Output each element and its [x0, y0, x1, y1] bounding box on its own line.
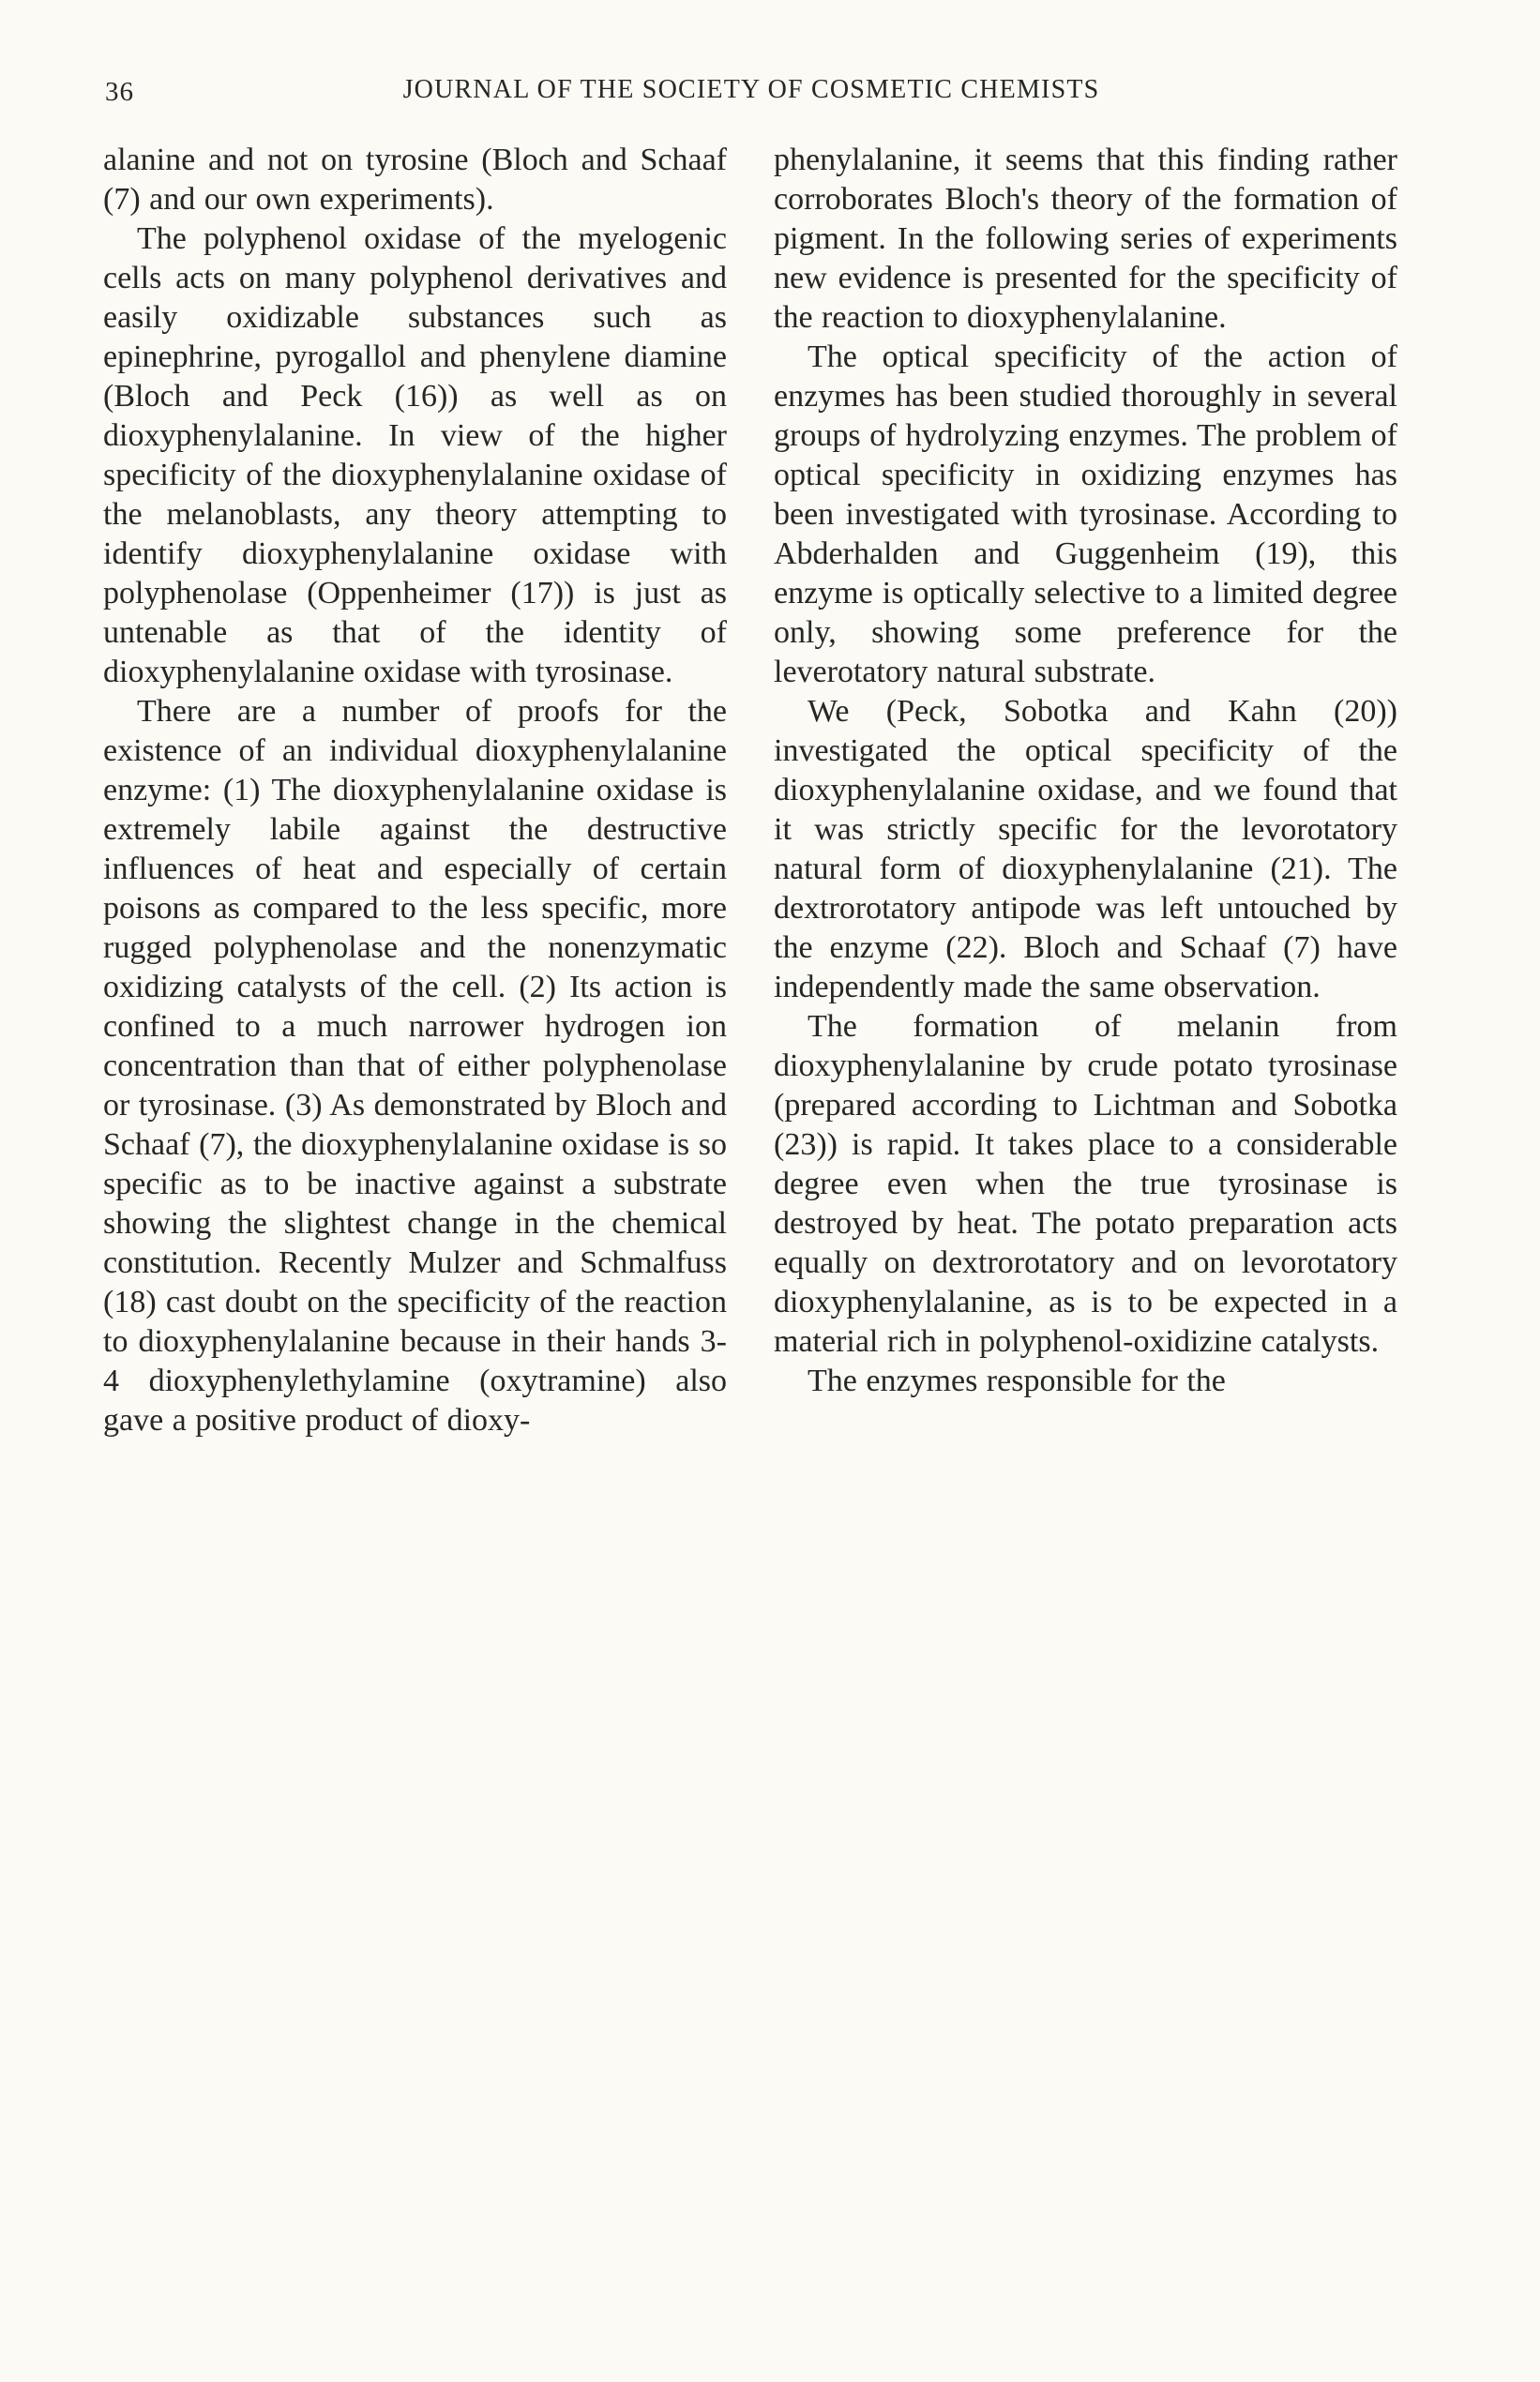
paragraph: The polyphenol oxidase of the myelogenic cells acts on many polyphenol derivatives and easily oxidizable substances such as epinephrine, pyrogallol and phenylene diamine (Bloch and Peck (16)) as well as on dioxyphenylalanine. In view of the higher specificity of the dioxyphenylalanine oxidase of the melanoblasts, any theory attempting to identify dioxyphenylalanine oxidase with polyphenolase (Oppenheimer (17)) is just as untenable as that of the identity of dioxyphenylalanine oxidase with tyrosinase.	[103, 221, 727, 689]
page-number: 36	[105, 77, 134, 107]
running-title: JOURNAL OF THE SOCIETY OF COSMETIC CHEMISTS	[402, 75, 1100, 104]
paragraph: The enzymes responsible for the	[808, 1364, 1226, 1398]
paragraph: phenylalanine, it seems that this finding rather corroborates Bloch's theory of the formation of pigment. In the following series of experiments new evidence is presented for the specificity of the reaction to dioxyphenylalanine.	[774, 143, 1397, 335]
paragraph: The optical specificity of the action of enzymes has been studied thoroughly in several groups of hydrolyzing enzymes. The problem of optical specificity in oxidizing enzymes has been investigated with tyrosinase. According to Abderhalden and Guggenheim (19), this enzyme is optically selective to a limited degree only, showing some preference for the leverotatory natural substrate.	[774, 339, 1397, 689]
paragraph: There are a number of proofs for the existence of an individual dioxyphenylalanine enzyme: (1) The dioxyphenylalanine oxidase is extremely labile against the destructive influences of heat and especially of certain poisons as compared to the less specific, more rugged polyphenolase and the nonenzymatic oxidizing catalysts of the cell. (2) Its action is confined to a much narrower hydrogen ion concentration than that of either polyphenolase or tyrosinase. (3) As demonstrated by Bloch and Schaaf (7), the dioxyphenylalanine oxidase is so specific as to be inactive against a substrate showing the slightest change in the chemical constitution. Recently Mulzer and Schmalfuss (18) cast doubt on the specificity of the reaction to dioxyphenylalanine because in their hands 3-4 dioxyphenylethylamine (oxytramine) also gave a positive product of dioxy-	[103, 694, 727, 1438]
paragraph: The formation of melanin from dioxyphenylalanine by crude potato tyrosinase (prepared according to Lichtman and Sobotka (23)) is rapid. It takes place to a considerable degree even when the true tyrosinase is destroyed by heat. The potato preparation acts equally on dextrorotatory and on levorotatory dioxyphenylalanine, as is to be expected in a material rich in polyphenol-oxidizine catalysts.	[774, 1009, 1397, 1359]
left-column	[103, 141, 727, 1440]
paragraph: alanine and not on tyrosine (Bloch and Schaaf (7) and our own experiments).	[103, 143, 727, 217]
page-header	[103, 75, 1399, 113]
article-body	[103, 141, 1397, 1440]
paragraph: We (Peck, Sobotka and Kahn (20)) investigated the optical specificity of the dioxyphenylalanine oxidase, and we found that it was strictly specific for the levorotatory natural form of dioxyphenylalanine (21). The dextrorotatory antipode was left untouched by the enzyme (22). Bloch and Schaaf (7) have independently made the same observation.	[774, 694, 1397, 1004]
right-column	[774, 141, 1397, 1440]
